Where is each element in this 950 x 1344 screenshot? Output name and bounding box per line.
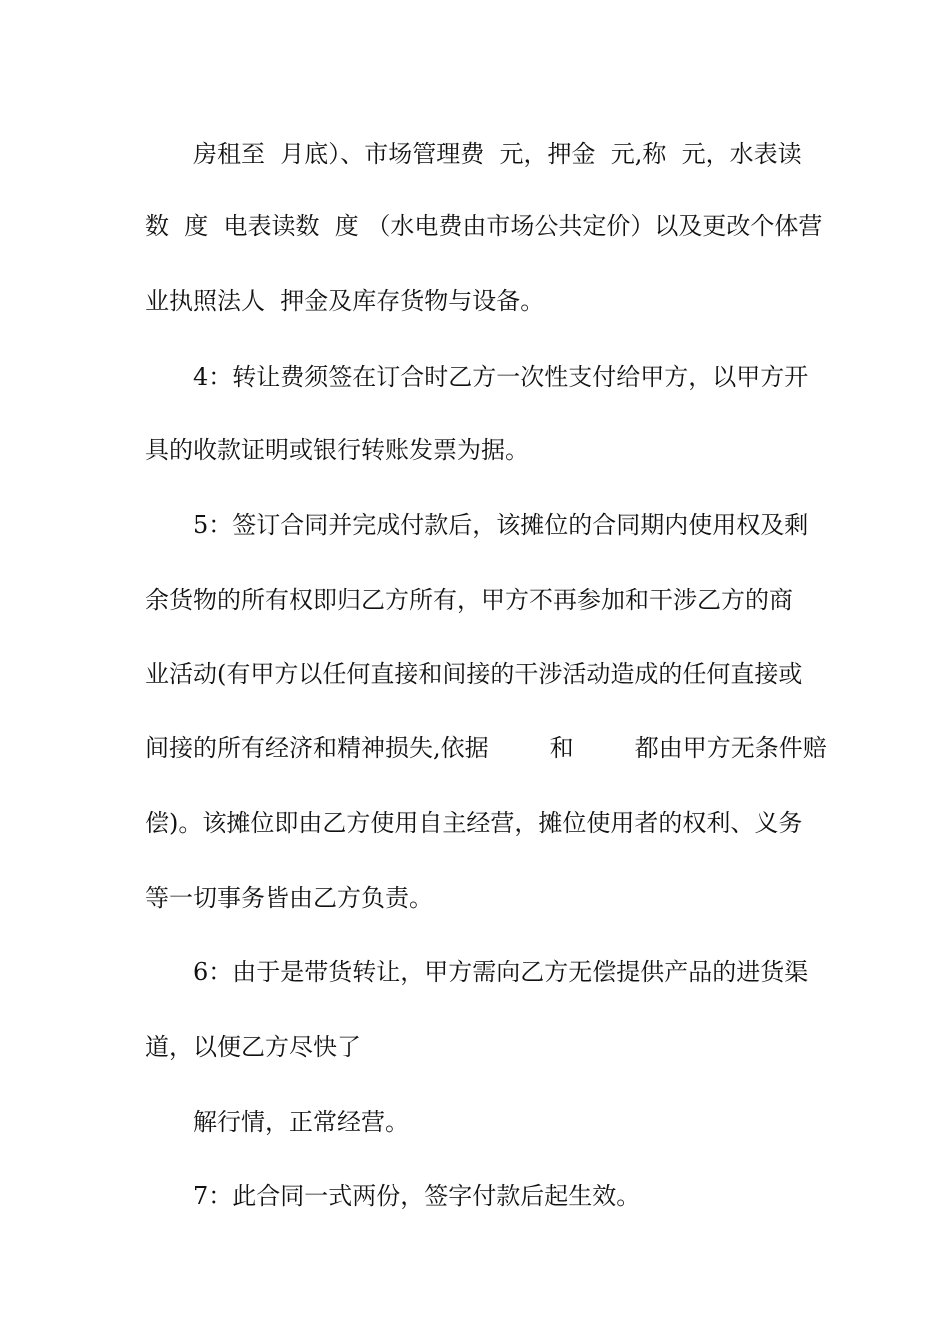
text-line: 间接的所有经济和精神损失,依据 和 都由甲方无条件赔 (145, 734, 827, 762)
text-line: 6：由于是带货转让，甲方需向乙方无偿提供产品的进货渠 (193, 958, 809, 986)
text-line: 7：此合同一式两份，签字付款后起生效。 (193, 1182, 641, 1210)
text-line: 业执照法人 押金及库存货物与设备。 (145, 287, 545, 315)
text-line: 5：签订合同并完成付款后，该摊位的合同期内使用权及剩 (193, 511, 809, 539)
text-line: 业活动(有甲方以任何直接和间接的干涉活动造成的任何直接或 (145, 660, 803, 688)
text-line: 偿)。该摊位即由乙方使用自主经营，摊位使用者的权利、义务 (145, 809, 803, 837)
text-line: 房租至 月底）、市场管理费 元，押金 元,称 元，水表读 (193, 140, 802, 168)
text-line: 道，以便乙方尽快了 (145, 1033, 361, 1061)
text-line: 4：转让费须签在订合时乙方一次性支付给甲方，以甲方开 (193, 363, 809, 391)
text-line: 等一切事务皆由乙方负责。 (145, 884, 433, 912)
text-line: 数 度 电表读数 度 （水电费由市场公共定价）以及更改个体营 (145, 212, 823, 240)
text-line: 余货物的所有权即归乙方所有，甲方不再参加和干涉乙方的商 (145, 586, 793, 614)
text-line: 解行情，正常经营。 (193, 1108, 409, 1136)
text-line: 具的收款证明或银行转账发票为据。 (145, 436, 529, 464)
